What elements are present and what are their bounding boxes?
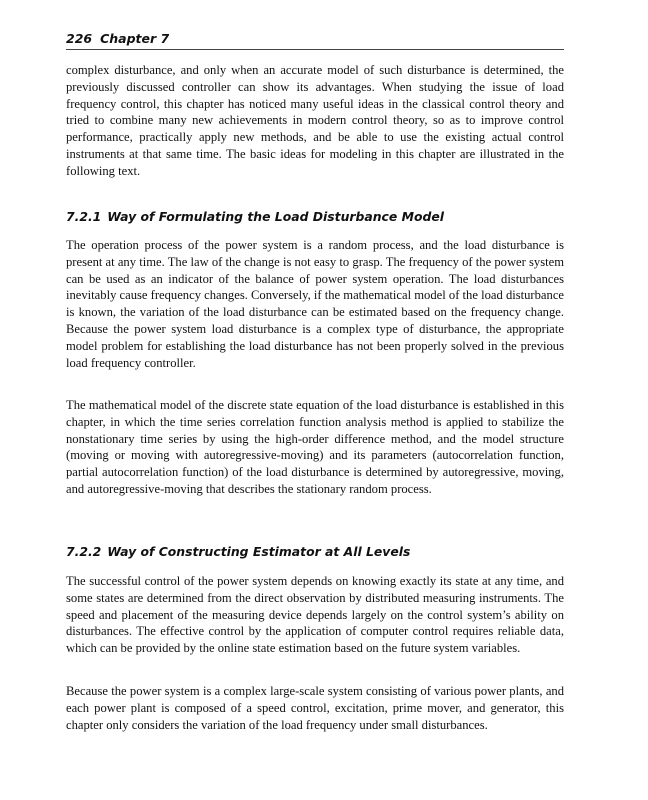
paragraph-complex-system: Because the power system is a complex large-scale system consisting of various power plants, and each power plant is composed of a speed control, excitation, prime mover, and generator, this chapter only considers the variation of the load frequency under small disturbances. [66, 684, 564, 732]
section-title: Way of Constructing Estimator at All Levels [107, 544, 411, 559]
chapter-label: Chapter 7 [100, 31, 170, 46]
paragraph-intro: complex disturbance, and only when an accurate model of such disturbance is determined, the previously discussed controller can show its advantages. When studying the issue of load frequency control, this chapter has noticed many useful ideas in the classical control theory and tried to combine many new achievements in modern control theory, so as to improve control performance, practically apply new methods, and be able to use the existing actual control instruments at that same time. The basic ideas for modeling in this chapter are illustrated in the following text. [66, 63, 564, 178]
paragraph-mathematical-model: The mathematical model of the discrete state equation of the load disturbance is established in this chapter, in which the time series correlation function analysis method is applied to stabilize the nonstationary time series by using the high-order difference method, and the model structure (moving or moving with autoregressive-moving) and its parameters (autocorrelation function, partial autocorrelation function) of the load disturbance is determined by autoregressive, moving, and autoregressive-moving that describes the stationary random process. [66, 398, 564, 496]
paragraph-successful-control: The successful control of the power system depends on knowing exactly its state at any time, and some states are determined from the direct observation by distributed measuring instruments. The speed and placement of the measuring device depends largely on the control system’s ability on disturbances. The effective control by the application of computer control requires reliable data, which can be provided by the online state estimation based on the future system variables. [66, 574, 564, 656]
section-heading-7-2-2 [66, 544, 564, 560]
section-title: Way of Formulating the Load Disturbance Model [107, 209, 444, 224]
section-heading-7-2-1 [66, 209, 564, 225]
running-header [66, 31, 564, 50]
paragraph-operation-process: The operation process of the power system is a random process, and the load disturbance is present at any time. The law of the change is not easy to grasp. The frequency of the power system can be used as an indicator of the balance of power system operation. The load disturbances inevitably cause frequency changes. Conversely, if the mathematical model of the load disturbance is known, the variation of the load disturbance can be estimated based on the frequency change. Because the power system load disturbance is a complex type of disturbance, the appropriate model problem for establishing the load disturbance has not been properly solved in the previous load frequency controller. [66, 238, 564, 370]
section-number: 7.2.2 [66, 544, 102, 559]
page-number: 226 [66, 31, 93, 46]
section-number: 7.2.1 [66, 209, 102, 224]
